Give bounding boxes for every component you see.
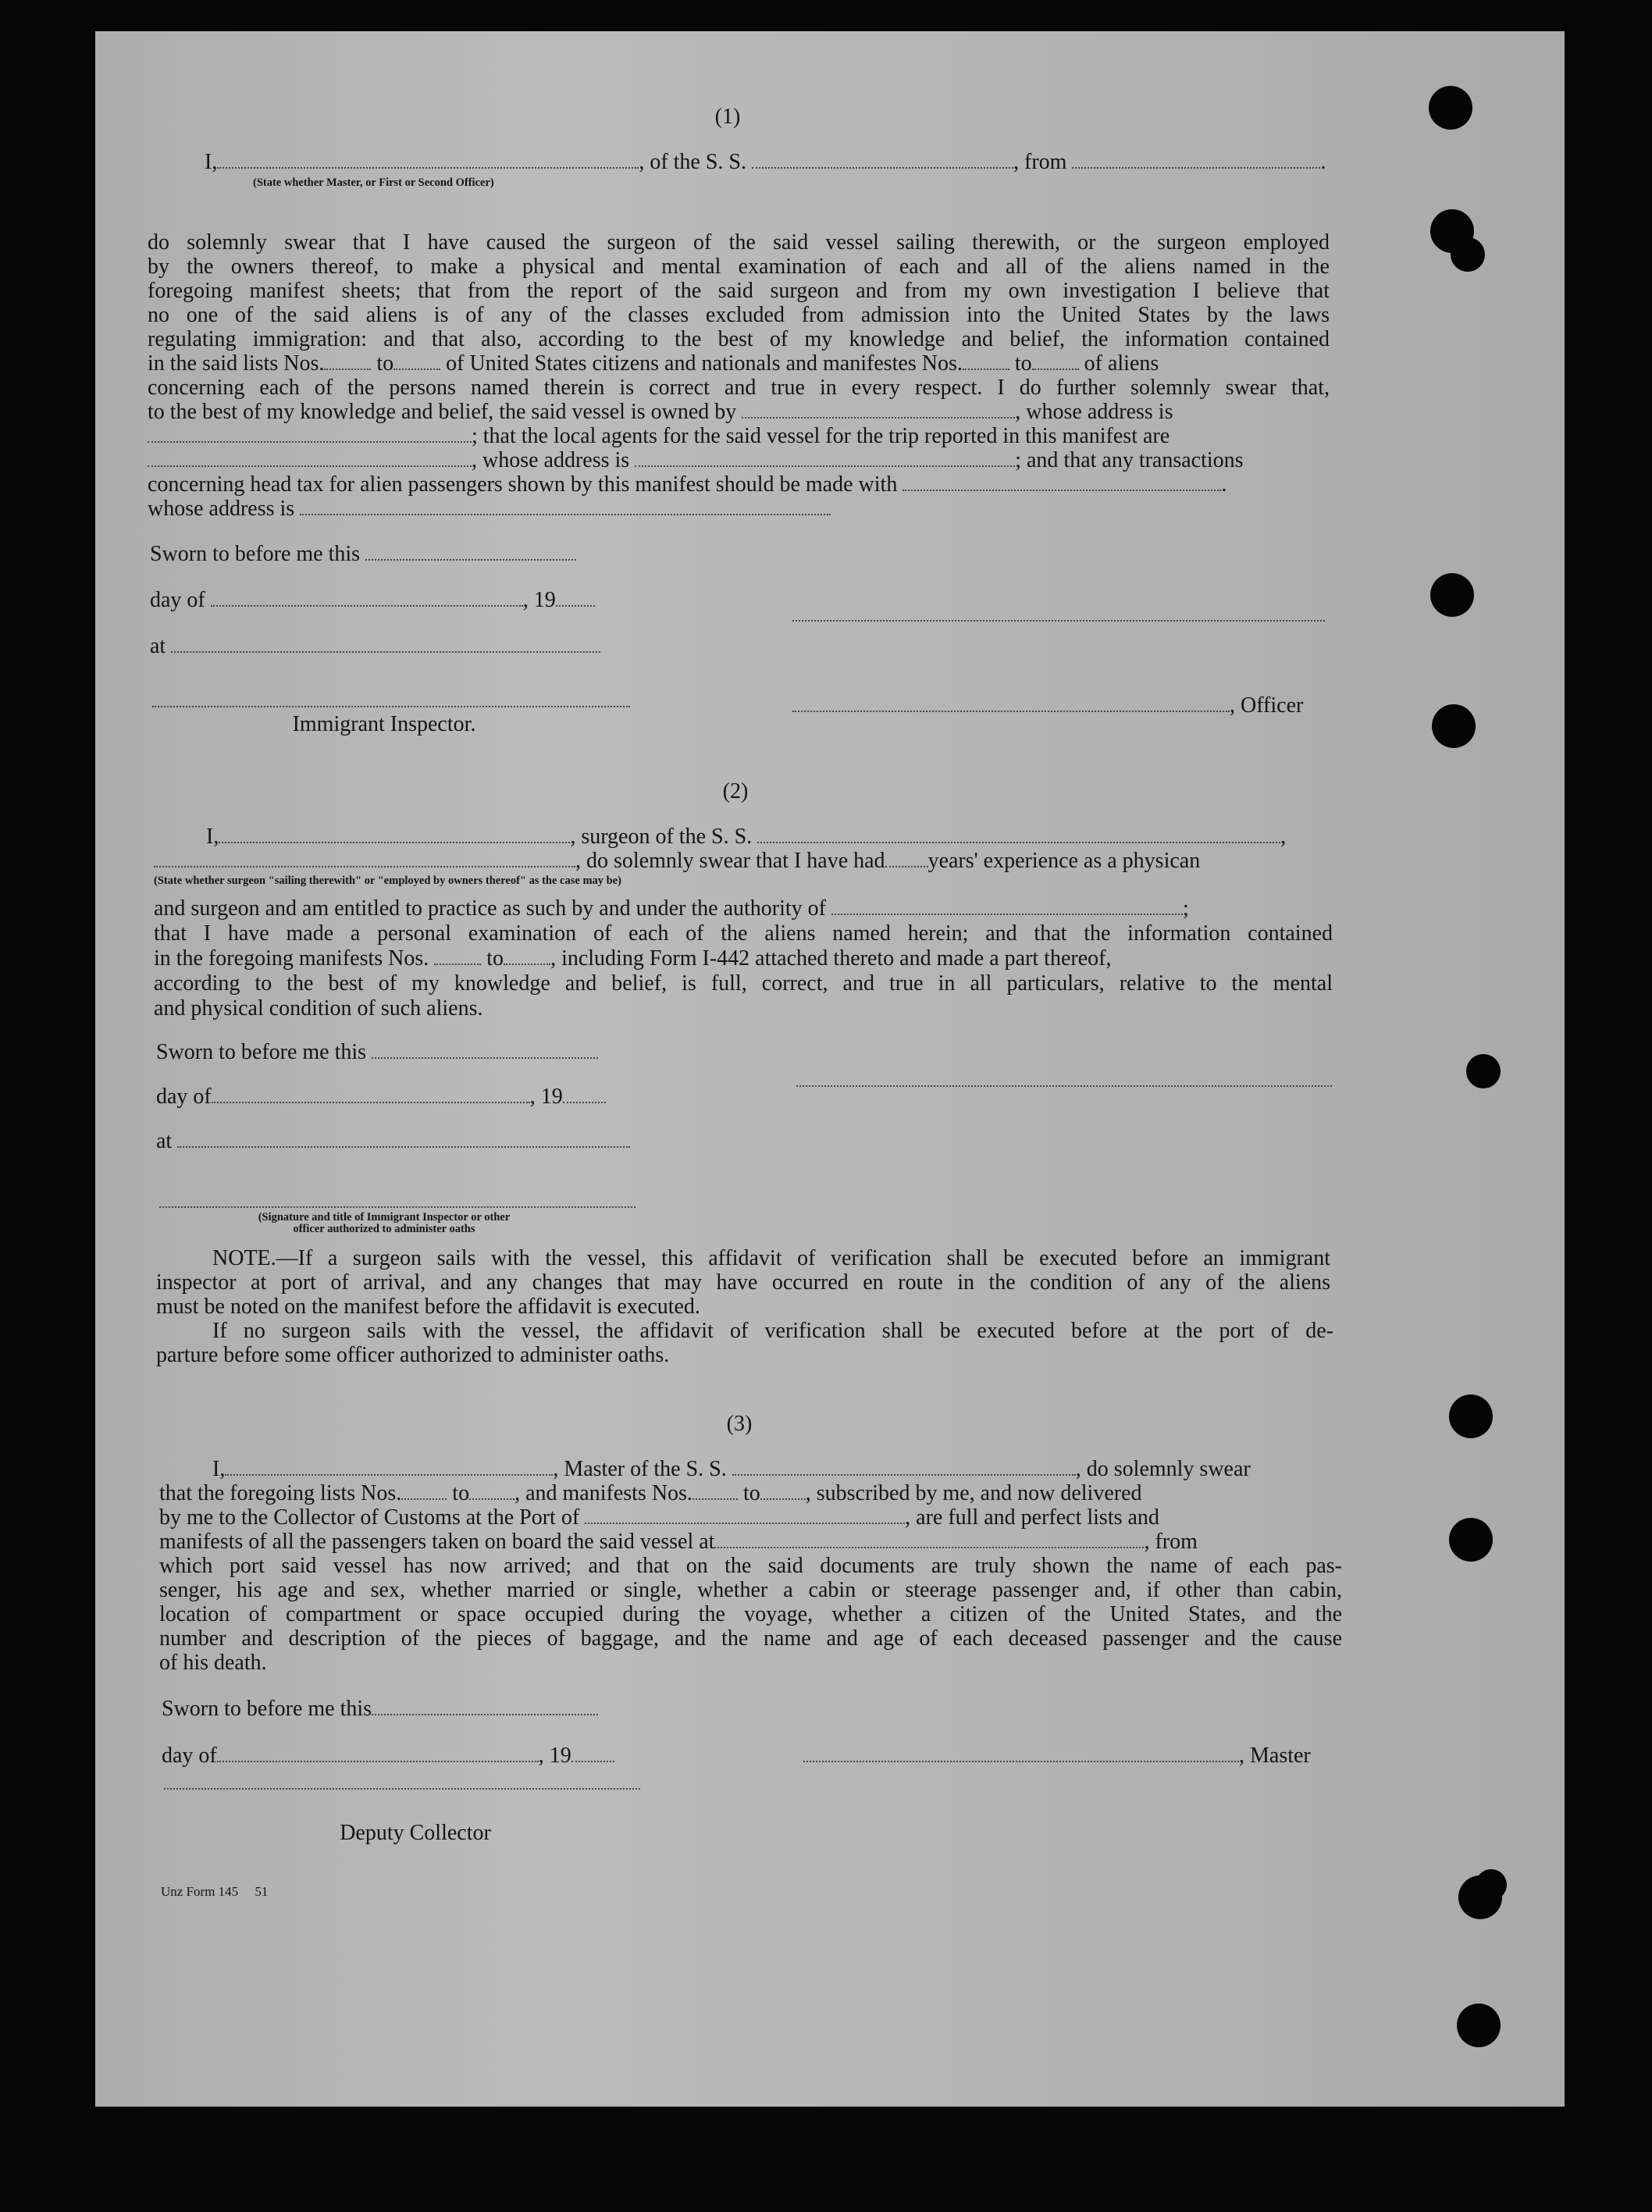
note-line-4: If no surgeon sails with the vessel, the affidavit of verification shall be executed before at the port of de- [212,1319,1333,1343]
text: of aliens [1084,351,1159,376]
s1-line-9 [148,424,1330,449]
s2-at [156,1129,630,1154]
text: , including Form I-442 attached thereto and made a part thereof, [550,946,1112,971]
punch-hole [1457,2004,1501,2047]
text: , are full and perfect lists and [905,1505,1159,1530]
head-tax-address-blank[interactable] [300,497,831,515]
deputy-collector-label: Deputy Collector [340,1821,491,1845]
s1-line-12 [148,497,831,522]
s3-lists-to-blank[interactable] [469,1481,514,1500]
s1-line-7: concerning each of the persons named therein is correct and true in every respect. I do further solemnly swear that, [148,376,1330,400]
text: , Master of the S. S. [553,1457,727,1481]
lists-from-blank[interactable] [324,351,371,370]
note-line-1: NOTE.—If a surgeon sails with the vessel, this affidavit of verification shall be executed before an immigrant [212,1246,1330,1270]
text: whose address is [148,497,295,521]
s2-vessel-blank[interactable] [757,825,1280,843]
text: , [1280,825,1287,849]
note-line-3: must be noted on the manifest before the affidavit is executed. [156,1295,700,1319]
vessel-name-blank[interactable] [752,150,1013,169]
text: , surgeon of the S. S. [570,825,753,849]
s3-master-sign [803,1744,1311,1769]
s1-line-6 [148,351,1330,376]
s1-day-blank[interactable] [211,588,523,607]
port-blank[interactable] [585,1505,905,1524]
owner-blank[interactable] [742,400,1015,419]
text: , and manifests Nos. [514,1481,692,1505]
form-id: Unz Form 145 [161,1884,239,1899]
text: ; [1183,896,1189,921]
text: , do solemnly swear [1075,1457,1251,1481]
s2-line-7: and physical condition of such aliens. [154,996,483,1021]
s1-line-1 [205,150,1326,175]
authority-blank[interactable] [831,896,1183,915]
text: . [1320,150,1326,174]
s1-dayof [150,588,595,613]
text: day of [150,588,205,612]
s3-vessel-blank[interactable] [732,1457,1076,1476]
s3-paragraph-line-3: location of compartment or space occupied during the voyage, whether a citizen of the United States, and the [159,1602,1342,1626]
s1-at [150,634,600,659]
punch-hole [1429,86,1472,130]
text: ; that the local agents for the said vessel for the trip reported in this manifest are [472,424,1170,448]
s3-manifests-from-blank[interactable] [692,1481,738,1500]
text: , 19 [522,588,556,612]
text: day of [156,1085,212,1109]
text: , subscribed by me, and now delivered [805,1481,1142,1505]
text: to [1014,351,1032,376]
punch-hole [1451,237,1485,272]
s1-officer [792,693,1303,718]
text: at [156,1129,173,1153]
s1-line-10 [148,448,1330,473]
head-tax-blank[interactable] [903,472,1221,491]
s1-year-blank[interactable] [556,588,595,607]
text: , 19 [529,1085,563,1109]
s2-at-blank[interactable] [177,1129,630,1148]
s3-line-2 [159,1481,1342,1506]
s3-sworn [162,1697,598,1722]
text: , Master [1239,1744,1311,1768]
punch-hole [1430,573,1474,617]
s1-signature-line[interactable] [792,620,1325,622]
text: to the best of my knowledge and belief, the said vessel is owned by [148,400,737,424]
s1-paragraph-line-4: no one of the said aliens is of any of the classes excluded from admission into the United States by the laws [148,303,1330,327]
s1-paragraph-line-5: regulating immigration: and that also, according to the best of my knowledge and belief, the information contained [148,327,1330,351]
s1-paragraph-line-3: foregoing manifest sheets; that from the report of the said surgeon and from my own investigation I believe that [148,279,1330,303]
s3-year-blank[interactable] [571,1744,614,1762]
text: to [742,1481,760,1505]
embark-port-blank[interactable] [714,1530,1144,1548]
sig-note-1: (Signature and title of Immigrant Inspector or other [258,1211,511,1224]
text: I, [212,1457,226,1481]
text: concerning head tax for alien passengers shown by this manifest should be made with [148,472,898,497]
note-line-2: inspector at port of arrival, and any changes that may have occurred en route in the condition of any of the aliens [156,1270,1330,1295]
s3-sworn-blank[interactable] [372,1697,598,1715]
s1-paragraph-line-1: do solemnly swear that I have caused the surgeon of the said vessel sailing therewith, or the surgeon employed [148,230,1330,255]
section-1-number: (1) [714,105,741,129]
s2-day-blank[interactable] [212,1085,530,1103]
s2-line-3 [154,896,1333,921]
text: Sworn to before me this [156,1040,367,1064]
agents-address-blank[interactable] [635,448,1015,467]
s3-paragraph-line-4: number and description of the pieces of baggage, and the name and age of each deceased passenger and the cause [159,1626,1342,1651]
text: at [150,634,166,658]
s3-last-line: of his death. [159,1651,267,1675]
s2-line-5 [154,946,1333,971]
punch-hole [1432,704,1476,748]
s2-sworn [156,1040,598,1065]
text: that the foregoing lists Nos. [159,1481,402,1505]
text: years' experience as a physican [927,849,1201,873]
s2-sworn-blank[interactable] [372,1040,598,1059]
punch-hole [1449,1395,1493,1438]
s2-signature-line[interactable] [796,1085,1332,1087]
text: and surgeon and am entitled to practice as such by and under the authority of [154,896,826,921]
text: day of [162,1744,217,1768]
section-3-number: (3) [726,1412,753,1436]
text: to [376,351,394,376]
text: , whose address is [472,448,630,472]
s3-dayof [162,1744,614,1769]
s2-year-blank[interactable] [563,1085,606,1103]
text: by me to the Collector of Customs at the Port of [159,1505,580,1530]
text: , whose address is [1015,400,1173,424]
text: , from [1013,150,1067,174]
s1-line-11 [148,472,1330,497]
s2-dayof [156,1085,606,1110]
s2-line-6: according to the best of my knowledge and belief, is full, correct, and true in all particulars, relative to the mental [154,971,1333,996]
master-signature-blank[interactable] [803,1744,1239,1762]
text: I, [205,150,218,174]
s3-day-blank[interactable] [217,1744,539,1762]
section-2-number: (2) [722,779,749,803]
manifests-from-blank[interactable] [963,351,1009,370]
text: in the foregoing manifests Nos. [154,946,429,971]
years-blank[interactable] [885,849,928,867]
text: ; and that any transactions [1015,448,1244,472]
s1-sworn-blank[interactable] [365,542,576,561]
surgeon-note: (State whether surgeon "sailing therewith" or "employed by owners thereof" as the case may be) [154,874,621,887]
s1-line-8 [148,400,1330,425]
s2-line-4: that I have made a personal examination of each of the aliens named herein; and that the information contained [154,921,1333,946]
text: , Officer [1230,693,1304,718]
s3-manifests-to-blank[interactable] [760,1481,806,1500]
punch-hole [1466,1054,1501,1088]
s2-inspector-line[interactable] [159,1206,636,1208]
lists-to-blank[interactable] [393,351,440,370]
text: manifests of all the passengers taken on board the said vessel at [159,1530,715,1554]
deputy-collector-line[interactable] [164,1788,640,1790]
agents-blank[interactable] [148,448,472,467]
s3-paragraph-line-1: which port said vessel has now arrived; and that on the said documents are truly shown the name of each pas- [159,1554,1342,1578]
text: to [452,1481,470,1505]
s3-master-name-blank[interactable] [225,1457,553,1476]
manifests-to-blank[interactable] [1032,351,1079,370]
officer-blank[interactable] [792,693,1230,712]
text: to [486,946,504,971]
owner-address-blank[interactable] [148,424,472,443]
s2-manifest-from-blank[interactable] [434,946,481,965]
note-line-5: parture before some officer authorized to administer oaths. [156,1343,670,1367]
punch-hole [1449,1518,1493,1562]
s1-paragraph-line-2: by the owners thereof, to make a physical and mental examination of each and all of the aliens named in the [148,255,1330,279]
form-page [95,31,1565,2107]
s1-sworn [150,542,576,567]
s2-line-1 [206,825,1286,850]
s2-manifest-to-blank[interactable] [504,946,550,965]
s3-line-3 [159,1505,1342,1530]
text: Sworn to before me this [162,1697,372,1721]
text: , 19 [538,1744,571,1768]
text: in the said lists Nos. [148,351,325,376]
s1-inspector-line[interactable] [152,706,630,707]
text: , do solemnly swear that I have had [575,849,885,873]
text: , of the S. S. [639,150,747,174]
text: I, [206,825,219,849]
text: of United States citizens and nationals and manifestes Nos. [446,351,963,376]
surgeon-name-blank[interactable] [219,825,570,843]
immigrant-inspector-label: Immigrant Inspector. [292,712,476,736]
s3-line-1 [212,1457,1340,1482]
s1-at-blank[interactable] [171,634,600,653]
surgeon-status-blank[interactable] [154,849,575,867]
form-number [161,1886,268,1898]
s3-line-4 [159,1530,1342,1555]
form-date: 51 [255,1884,269,1899]
s3-paragraph-line-2: senger, his age and sex, whether married or single, whether a cabin or steerage passenger and, if other than cabin, [159,1578,1342,1602]
s2-line-2 [154,849,1200,874]
s3-lists-from-blank[interactable] [401,1481,447,1500]
master-note: (State whether Master, or First or Second Officer) [253,176,494,189]
master-name-blank[interactable] [217,150,639,169]
punch-hole [1476,1869,1507,1900]
from-port-blank[interactable] [1072,150,1320,169]
text: , from [1144,1530,1198,1554]
sig-note-2: officer authorized to administer oaths [293,1223,475,1235]
text: Sworn to before me this [150,542,361,566]
text: . [1221,472,1227,497]
